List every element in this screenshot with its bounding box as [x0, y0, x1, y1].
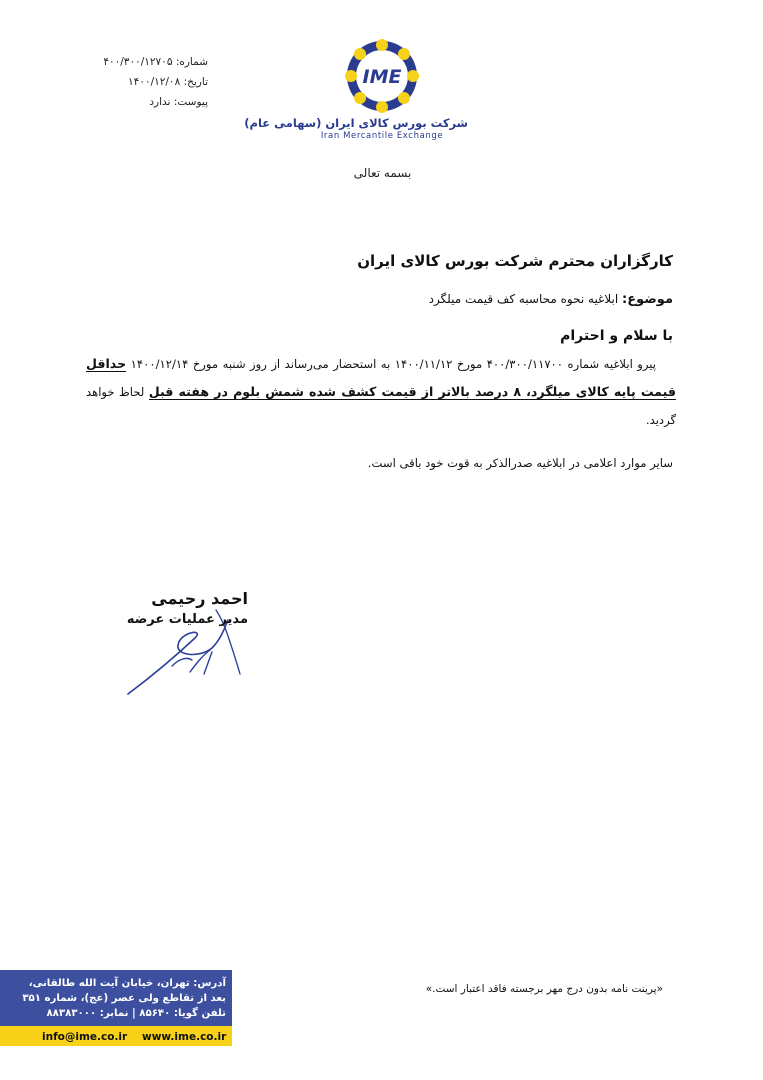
footer-contact — [0, 970, 232, 1046]
company-logo — [244, 38, 468, 141]
letter-attachment-value: ندارد — [149, 96, 171, 108]
footer-email-link[interactable]: info@ime.co.ir — [42, 1031, 128, 1043]
subject-line — [429, 292, 673, 307]
letter-number — [78, 52, 208, 72]
signatory-name: احمد رحیمی — [151, 589, 248, 608]
signatory-title: مدیر عملیات عرضه — [126, 612, 248, 627]
signature-block — [118, 588, 248, 630]
phone-line: تلفن گویا: ۸۵۶۴۰ | نمابر: ۸۸۳۸۳۰۰۰ — [46, 1008, 226, 1019]
address-line-1: آدرس: تهران، خیابان آیت الله طالقانی، — [28, 978, 226, 989]
logo-name-fa: شرکت بورس کالای ایران (سهامی عام) — [244, 116, 468, 130]
body-paragraph — [86, 350, 676, 434]
letter-attachment — [78, 92, 208, 112]
letter-body — [86, 350, 676, 434]
logo-mark-text: IME — [362, 66, 402, 88]
letter-date-label: تاریخ: — [183, 76, 208, 88]
letter-number-value: ۴۰۰/۳۰۰/۱۲۷۰۵ — [103, 56, 173, 68]
letter-date — [78, 72, 208, 92]
body-end: لحاظ خواهد گردید. — [86, 385, 676, 427]
invocation: بسمه تعالی — [353, 166, 412, 180]
letter-reference — [78, 52, 208, 112]
letter-date-value: ۱۴۰۰/۱۲/۰۸ — [128, 76, 181, 88]
letter-number-label: شماره: — [175, 56, 208, 68]
subject-label: موضوع: — [622, 292, 673, 307]
body-intro: پیرو ابلاغیه شماره ۴۰۰/۳۰۰/۱۱۷۰۰ مورخ ۱۴۰۰/۱۱/۱۲ به استحضار می‌رساند از روز شنبه مورخ ۱۴۰۰/۱۲/۱۴ — [130, 357, 657, 371]
address-line-2: بعد از تقاطع ولی عصر (عج)، شماره ۳۵۱ — [22, 993, 226, 1004]
print-disclaimer: «پرینت نامه بدون درج مهر برجسته فاقد اعتبار است.» — [425, 983, 663, 995]
closing-note: سایر موارد اعلامی در ابلاغیه صدرالذکر به قوت خود باقی است. — [367, 456, 673, 470]
letter-attachment-label: پیوست: — [173, 96, 208, 108]
greeting: با سلام و احترام — [560, 328, 673, 344]
subject-text: ابلاغیه نحوه محاسبه کف قیمت میلگرد — [428, 292, 619, 306]
footer-website-link[interactable]: www.ime.co.ir — [142, 1031, 227, 1043]
ime-logo-icon — [344, 38, 420, 114]
logo-name-en: Iran Mercantile Exchange — [320, 131, 444, 141]
recipient: کارگزاران محترم شرکت بورس کالای ایران — [357, 252, 673, 270]
footer-address — [22, 976, 226, 1021]
body-highlight: حداقل قیمت پایه کالای میلگرد، ۸ درصد بالاتر از قیمت کشف شده شمش بلوم در هفته قبل — [86, 356, 677, 399]
